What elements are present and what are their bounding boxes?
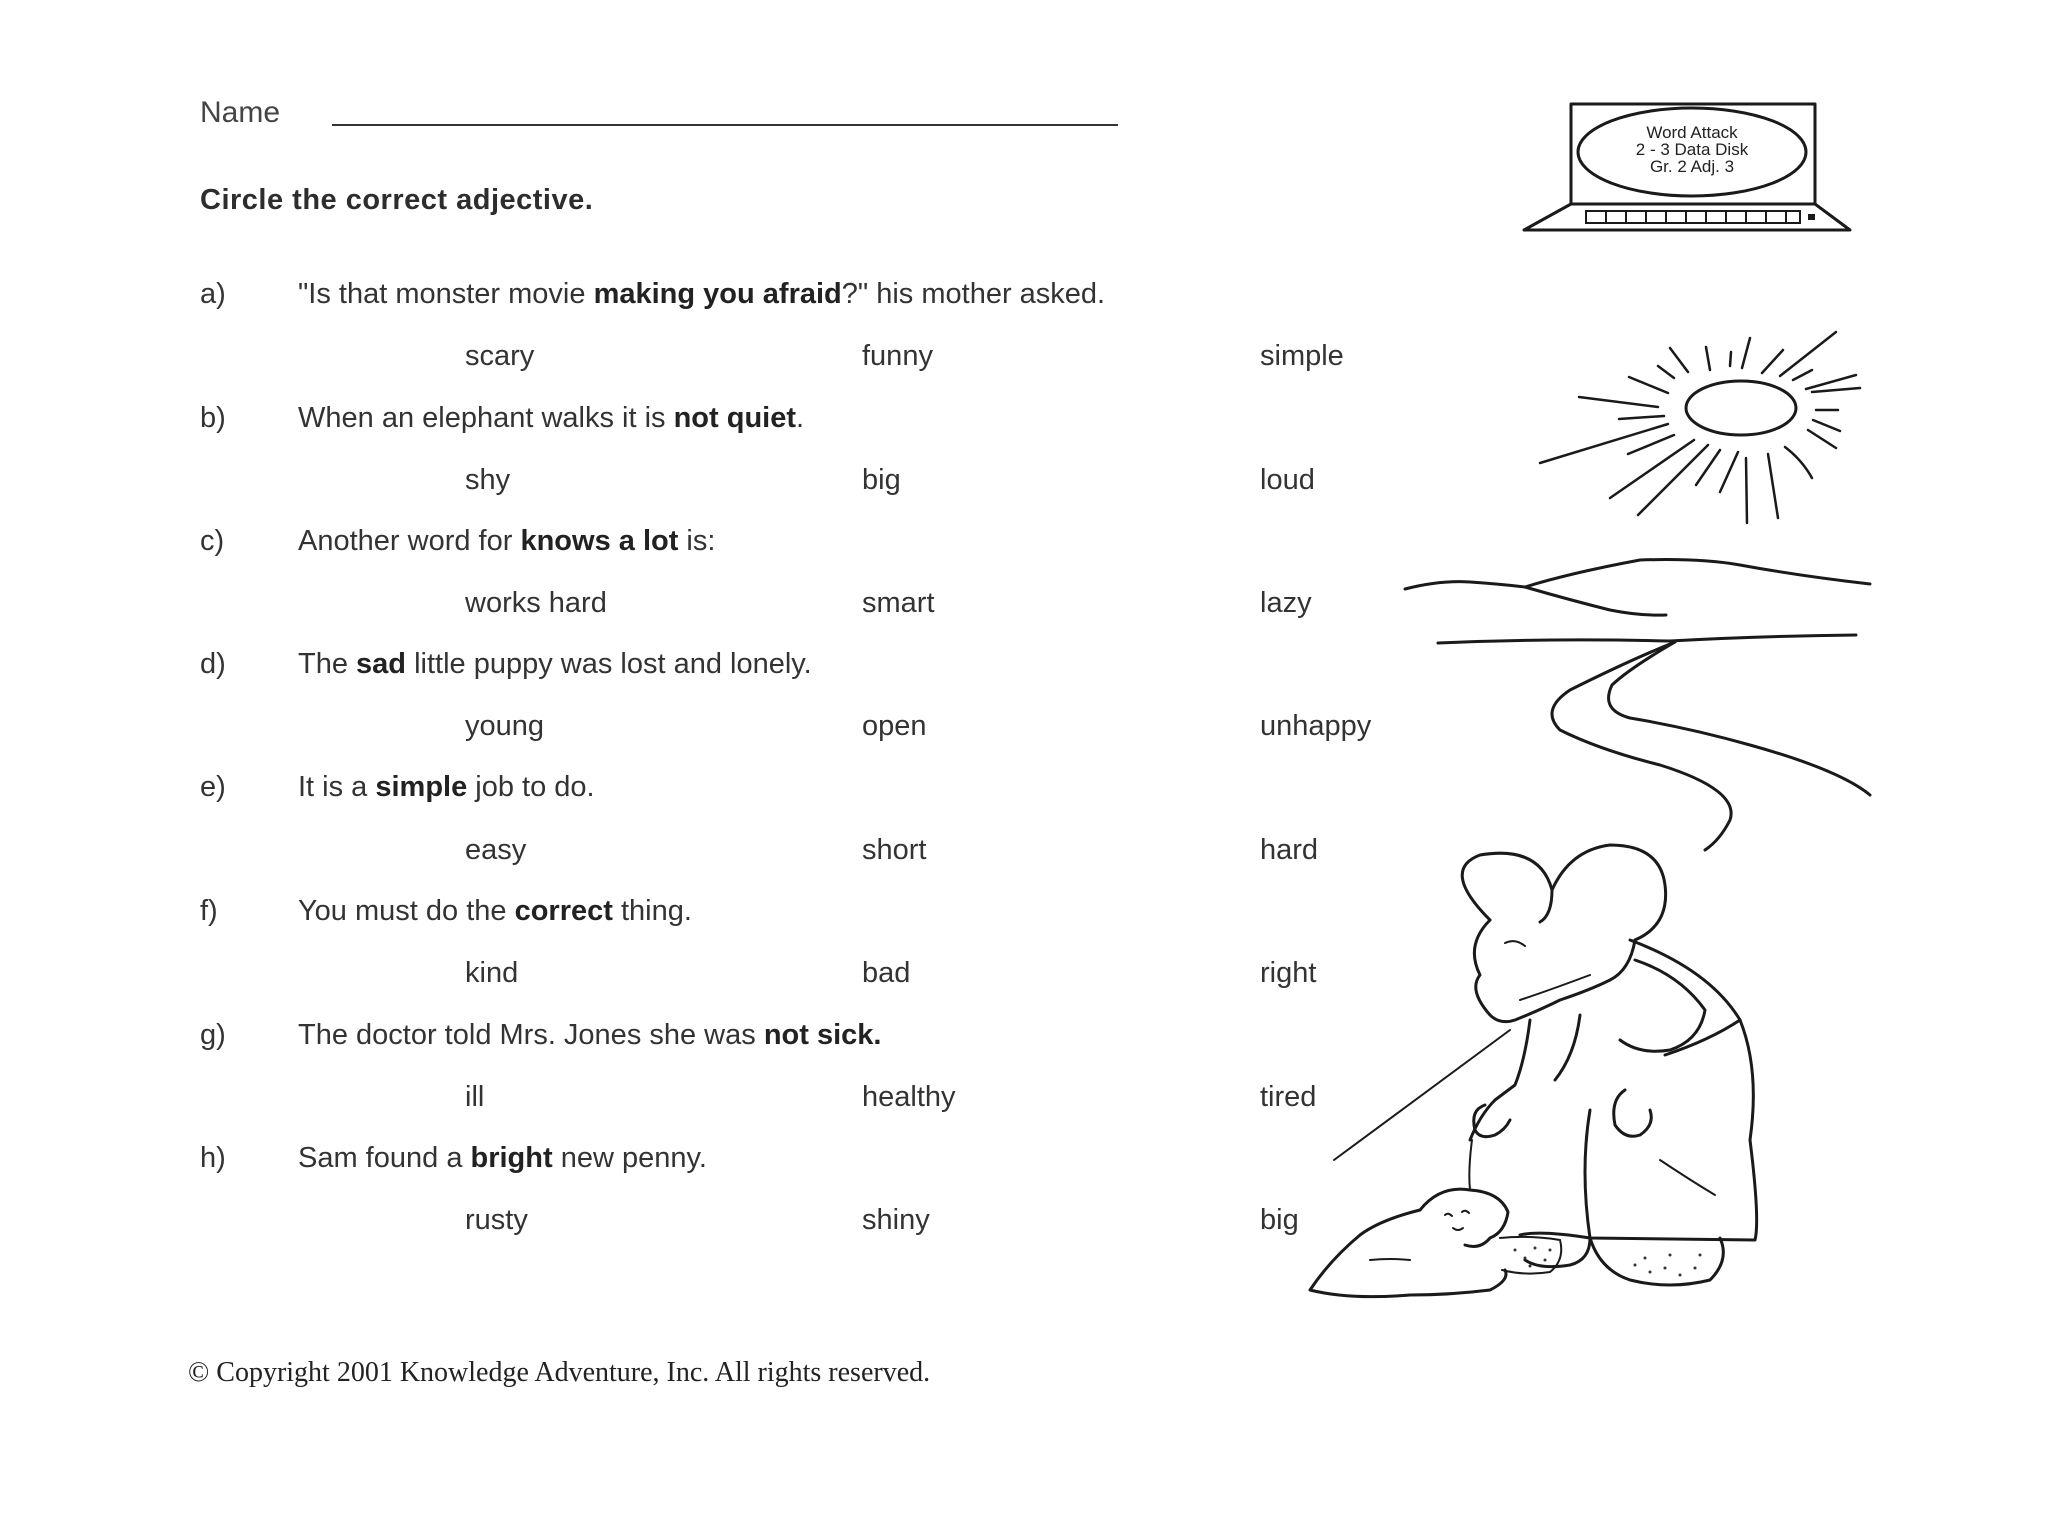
question-letter: f) — [200, 895, 218, 927]
choice-option[interactable]: young — [465, 710, 545, 742]
text-segment: You must do the — [298, 895, 515, 927]
computer-icon — [1520, 100, 1900, 240]
question-letter: a) — [200, 278, 226, 310]
choice-option[interactable]: hard — [1260, 834, 1319, 866]
key-phrase: sad — [356, 648, 407, 680]
choice-option[interactable]: shy — [465, 464, 511, 496]
choice-option[interactable]: simple — [1260, 340, 1344, 372]
question-text — [298, 525, 715, 558]
choice-option[interactable]: shiny — [862, 1204, 930, 1236]
question-letter: c) — [200, 525, 225, 557]
key-phrase: correct — [514, 895, 613, 927]
puppy — [1420, 1189, 1508, 1246]
question-letter: g) — [200, 1019, 226, 1051]
choice-option[interactable]: big — [1260, 1204, 1299, 1236]
text-segment: Sam found a — [298, 1142, 471, 1174]
question-letter: h) — [200, 1142, 226, 1174]
badge-line-2: 2 - 3 Data Disk — [1635, 140, 1749, 159]
text-segment: It is a — [298, 771, 376, 803]
key-phrase: knows a lot — [520, 525, 679, 557]
copyright-notice: © Copyright 2001 Knowledge Adventure, Inc. All rights reserved. — [188, 1357, 931, 1388]
choice-option[interactable]: scary — [465, 340, 535, 372]
question-text — [298, 895, 692, 928]
text-segment: "Is that monster movie — [298, 278, 594, 310]
mouse-ear — [1462, 853, 1552, 922]
choice-option[interactable]: open — [862, 710, 927, 742]
text-segment: little puppy was lost and lonely. — [406, 648, 812, 680]
choice-option[interactable]: funny — [862, 340, 933, 372]
text-segment: thing. — [612, 895, 692, 927]
badge-line-3: Gr. 2 Adj. 3 — [1649, 157, 1735, 176]
text-segment: is: — [678, 525, 716, 557]
choice-option[interactable]: kind — [465, 957, 519, 989]
decorative-line — [1330, 1020, 1530, 1170]
text-segment: new penny. — [552, 1142, 707, 1174]
choice-option[interactable]: right — [1260, 957, 1317, 989]
choice-option[interactable]: short — [862, 834, 927, 866]
question-letter: b) — [200, 402, 226, 434]
choice-option[interactable]: unhappy — [1260, 710, 1372, 742]
name-write-line[interactable] — [332, 124, 1118, 126]
choice-option[interactable]: ill — [465, 1081, 485, 1113]
text-segment: The — [298, 648, 357, 680]
question-letter: d) — [200, 648, 226, 680]
question-text — [298, 1142, 707, 1175]
text-segment: . — [796, 402, 805, 434]
hills-and-road — [1400, 550, 1920, 880]
name-label: Name — [200, 96, 281, 129]
choice-option[interactable]: rusty — [465, 1204, 528, 1236]
choice-option[interactable]: lazy — [1260, 587, 1312, 619]
choice-option[interactable]: works hard — [465, 587, 607, 619]
question-text — [298, 648, 812, 681]
key-phrase: not quiet — [673, 402, 797, 434]
choice-option[interactable]: bad — [862, 957, 911, 989]
key-phrase: making you afraid — [593, 278, 842, 310]
question-text — [298, 402, 804, 435]
choice-option[interactable]: healthy — [862, 1081, 956, 1113]
key-phrase: simple — [375, 771, 468, 803]
choice-option[interactable]: loud — [1260, 464, 1315, 496]
mouse-ear — [1552, 845, 1666, 940]
text-segment: The doctor told Mrs. Jones she was — [298, 1019, 764, 1051]
choice-option[interactable]: smart — [862, 587, 935, 619]
question-text — [298, 1019, 881, 1052]
text-segment: Another word for — [298, 525, 521, 557]
question-letter: e) — [200, 771, 226, 803]
text-segment: When an elephant walks it is — [298, 402, 674, 434]
key-phrase: bright — [470, 1142, 553, 1174]
choice-option[interactable]: tired — [1260, 1081, 1317, 1113]
text-segment: ?" his mother asked. — [841, 278, 1106, 310]
sun-icon — [1530, 320, 1910, 540]
choice-option[interactable]: big — [862, 464, 901, 496]
question-text — [298, 278, 1105, 311]
key-phrase: not sick. — [763, 1019, 882, 1051]
choice-option[interactable]: easy — [465, 834, 527, 866]
question-text — [298, 771, 595, 804]
text-segment: job to do. — [467, 771, 595, 803]
instructions: Circle the correct adjective. — [200, 184, 594, 216]
badge-line-1: Word Attack — [1646, 123, 1738, 142]
